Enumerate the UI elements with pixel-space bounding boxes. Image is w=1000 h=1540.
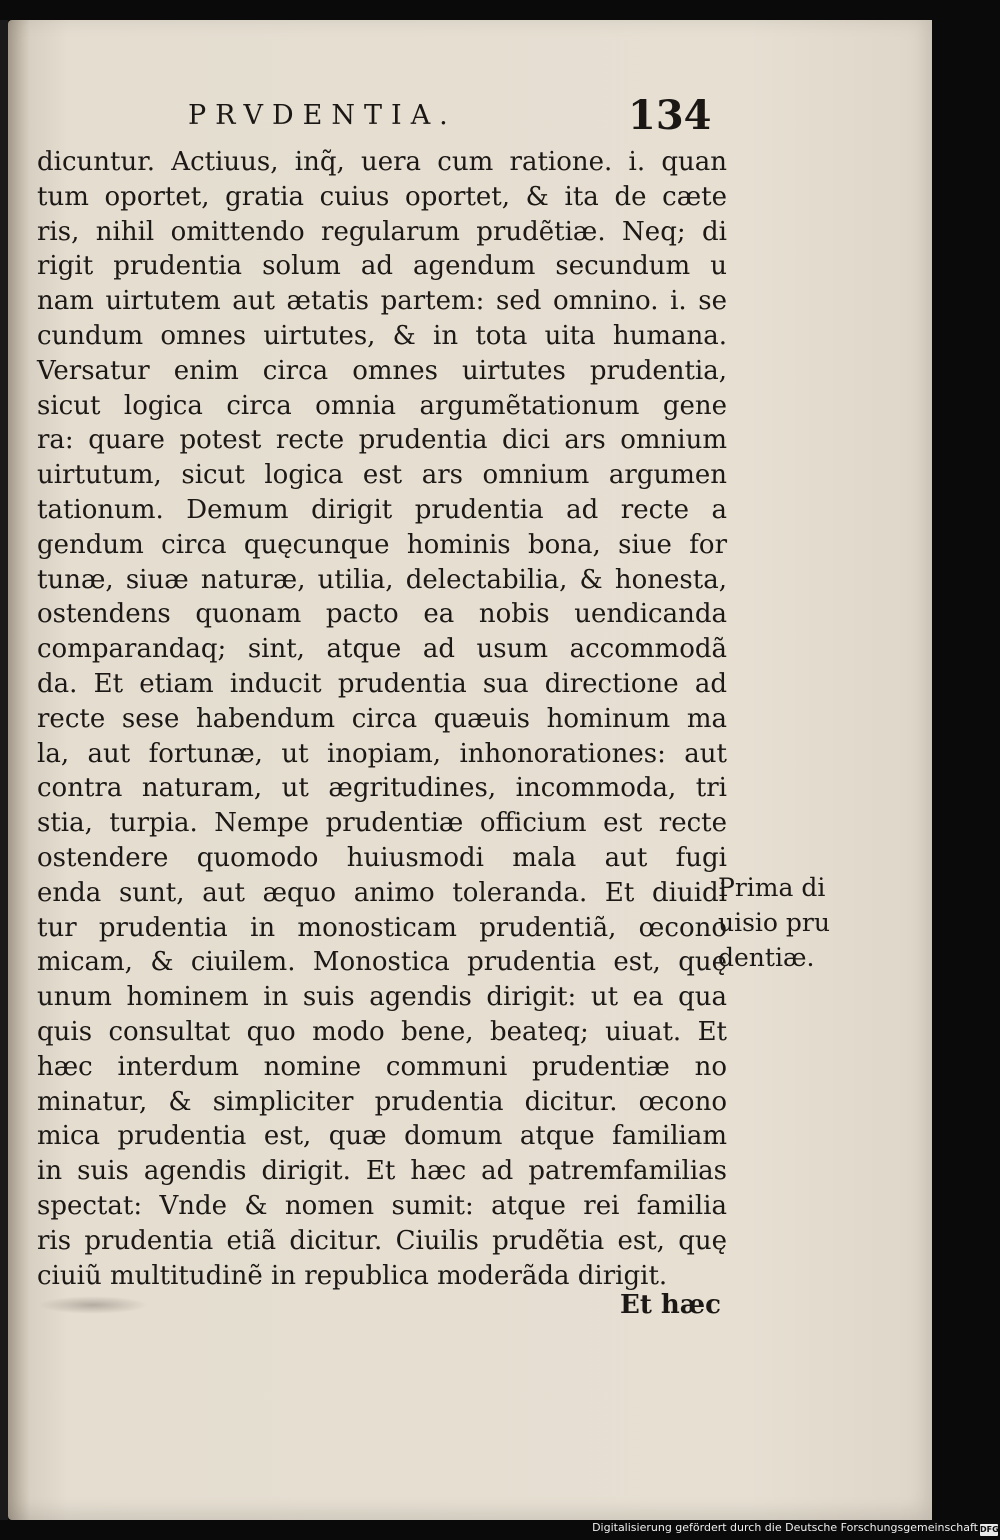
text-line: cundum omnes uirtutes, & in tota uita humana. [37, 320, 727, 351]
text-line: quis consultat quo modo bene, beateq; uiuat. Et [37, 1016, 727, 1047]
text-line: nam uirtutem aut ætatis partem: sed omnino. i. se [37, 286, 727, 317]
text-line: la, aut fortunæ, ut inopiam, inhonorationes: aut [37, 738, 727, 769]
text-line: ris, nihil omittendo regularum prudẽtiæ. Neq; di [37, 216, 727, 247]
text-line: minatur, & simpliciter prudentia dicitur. œcono [37, 1086, 727, 1117]
text-line: in suis agendis dirigit. Et hæc ad patremfamilias [37, 1156, 727, 1187]
dfg-logo-icon: DFG [980, 1525, 999, 1534]
marginal-line: uisio pru [718, 908, 830, 937]
marginal-line: Prima di [718, 873, 826, 902]
text-line: tum oportet, gratia cuius oportet, & ita de cæte [37, 181, 727, 212]
running-head: PRVDENTIA. [188, 100, 457, 131]
text-line: hæc interdum nomine communi prudentiæ no [37, 1051, 727, 1082]
text-line: ostendens quonam pacto ea nobis uendicanda [37, 599, 727, 630]
text-line: enda sunt, aut æquo animo toleranda. Et diuidi [37, 877, 727, 908]
text-line: contra naturam, ut ægritudines, incommoda, tri [37, 773, 727, 804]
body-text [37, 145, 727, 1293]
marginal-note [718, 870, 858, 975]
text-line: stia, turpia. Nempe prudentiæ officium est recte [37, 808, 727, 839]
ink-smudge [38, 1296, 148, 1314]
text-line: ra: quare potest recte prudentia dici ars omnium [37, 425, 727, 456]
text-line: recte sese habendum circa quæuis hominum ma [37, 703, 727, 734]
text-line: comparandaq; sint, atque ad usum accommodã [37, 634, 727, 665]
text-line: sicut logica circa omnia argumẽtationum gene [37, 390, 727, 421]
text-line: tationum. Demum dirigit prudentia ad recte a [37, 494, 727, 525]
text-line: tur prudentia in monosticam prudentiã, œcono [37, 912, 727, 943]
text-line: spectat: Vnde & nomen sumit: atque rei familia [37, 1190, 727, 1221]
text-line: da. Et etiam inducit prudentia sua directione ad [37, 668, 727, 699]
text-line: Versatur enim circa omnes uirtutes prudentia, [37, 355, 727, 386]
page-number: 134 [628, 92, 712, 139]
text-line: ciuiũ multitudinẽ in republica moderãda dirigit. [37, 1260, 668, 1291]
text-line: ris prudentia etiã dicitur. Ciuilis prudẽtia est, quę [37, 1225, 727, 1256]
text-line: gendum circa quęcunque hominis bona, siue for [37, 529, 727, 560]
text-line: ostendere quomodo huiusmodi mala aut fugi [37, 842, 727, 873]
marginal-line: dentiæ. [718, 943, 815, 972]
text-line: unum hominem in suis agendis dirigit: ut ea qua [37, 982, 727, 1013]
text-line: uirtutum, sicut logica est ars omnium argumen [37, 460, 727, 491]
text-line: rigit prudentia solum ad agendum secundum u [37, 251, 727, 282]
text-line: micam, & ciuilem. Monostica prudentia est, quę [37, 947, 727, 978]
digitization-credit: Digitalisierung gefördert durch die Deutsche Forschungsgemeinschaft [592, 1521, 978, 1534]
text-line: dicuntur. Actiuus, inq̃, uera cum ratione. i. quan [37, 147, 727, 177]
text-line: mica prudentia est, quæ domum atque familiam [37, 1121, 727, 1152]
text-line: tunæ, siuæ naturæ, utilia, delectabilia, & honesta, [37, 564, 727, 595]
book-gutter [0, 20, 8, 1520]
page-header [188, 92, 712, 148]
catchword: Et hæc [620, 1290, 721, 1320]
